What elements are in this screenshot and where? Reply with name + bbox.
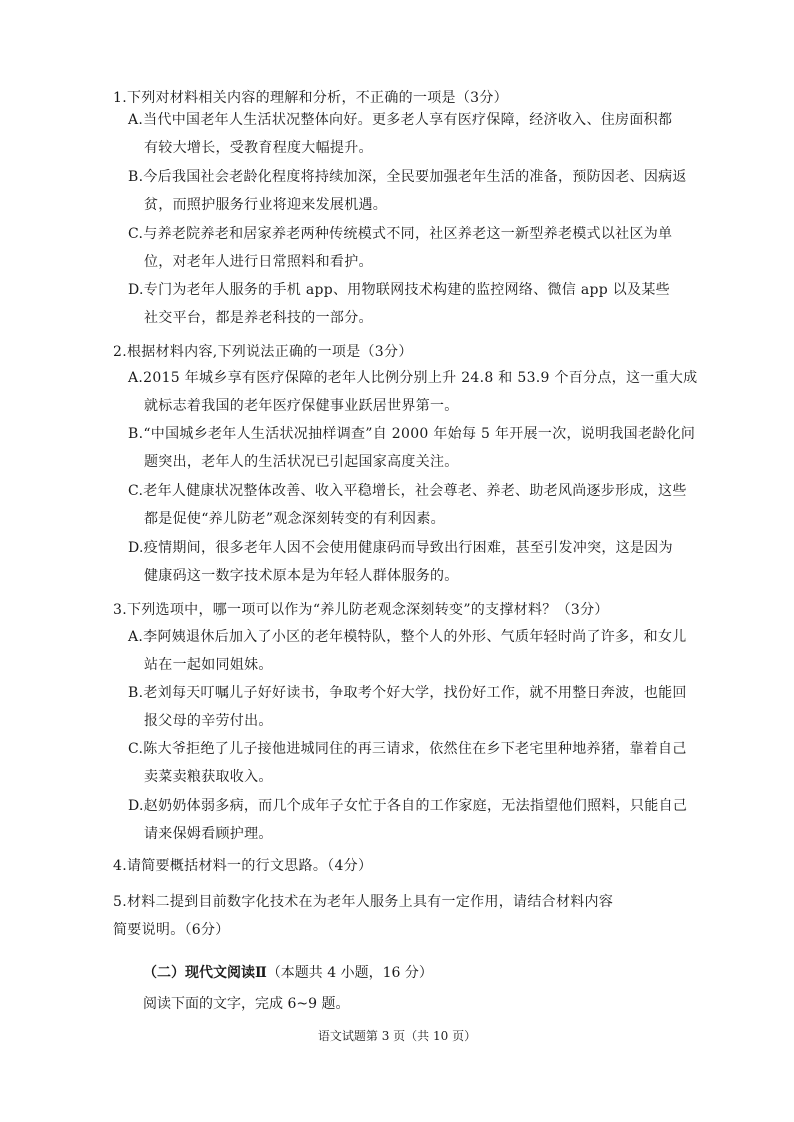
option-line: D.疫情期间，很多老年人因不会使用健康码而导致出行困难，甚至引发冲突，这是因为 [128,540,673,556]
option-line-continued: 题突出，老年人的生活状况已引起国家高度关注。 [144,454,459,470]
question-stem: 2.根据材料内容,下列说法正确的一项是（3分） [113,344,413,360]
option-line-continued: 报父母的辛劳付出。 [144,713,273,729]
option-line: B.“中国城乡老年人生活状况抽样调查”自 2000 年始每 5 年开展一次，说明我国老龄化问 [128,426,696,442]
option-line-continued: 贫，而照护服务行业将迎来发展机遇。 [144,197,388,213]
question-stem: 4.请简要概括材料一的行文思路。（4分） [113,858,373,874]
option-line: A.当代中国老年人生活状况整体向好。更多老人享有医疗保障，经济收入、住房面积都 [128,112,673,128]
option-line: D.赵奶奶体弱多病，而几个成年子女忙于各自的工作家庭，无法指望他们照料，只能自己 [128,798,688,814]
question-stem-continued: 简要说明。（6分） [113,922,230,938]
section-intro: 阅读下面的文字，完成 6~9 题。 [143,996,350,1012]
option-line-continued: 有较大增长，受教育程度大幅提升。 [144,140,373,156]
option-line: C.陈大爷拒绝了儿子接他进城同住的再三请求，依然住在乡下老宅里种地养猪，靠着自己 [128,741,687,757]
section-title: （二）现代文阅读Ⅱ [143,965,267,981]
option-line: B.今后我国社会老龄化程度将持续加深，全民要加强老年生活的准备，预防因老、因病返 [128,169,687,185]
question-stem: 5.材料二提到目前数字化技术在为老年人服务上具有一定作用，请结合材料内容 [113,894,614,910]
option-line-continued: 社交平台，都是养老科技的一部分。 [144,310,373,326]
question-stem: 1.下列对材料相关内容的理解和分析，不正确的一项是（3分） [113,90,508,106]
option-line-continued: 就标志着我国的老年医疗保健事业跃居世界第一。 [144,398,459,414]
page-footer: 语文试题第 3 页（共 10 页） [317,1029,477,1043]
section-note: （本题共 4 小题，16 分） [266,965,433,981]
option-line-continued: 都是促使“养儿防老”观念深刻转变的有利因素。 [144,511,445,527]
option-line: B.老刘每天叮嘱儿子好好读书，争取考个好大学，找份好工作，就不用整日奔波，也能回 [128,685,687,701]
question-stem: 3.下列选项中，哪一项可以作为“养儿防老观念深刻转变”的支撑材料？（3分） [113,602,609,618]
option-line-continued: 位，对老年人进行日常照料和看护。 [144,254,373,270]
section-heading [143,963,433,983]
option-line-continued: 请来保姆看顾护理。 [144,826,273,842]
option-line-continued: 健康码这一数字技术原本是为年轻人群体服务的。 [144,568,459,584]
option-line: D.专门为老年人服务的手机 app、用物联网技术构建的监控网络、微信 app 以及某些 [128,282,670,298]
option-line-continued: 站在一起如同姐妹。 [144,657,273,673]
option-line: C.老年人健康状况整体改善、收入平稳增长，社会尊老、养老、助老风尚逐步形成，这些 [128,483,687,499]
option-line: A.2015 年城乡享有医疗保障的老年人比例分别上升 24.8 和 53.9 个百分点，这一重大成 [128,370,698,386]
option-line: A.李阿姨退休后加入了小区的老年模特队，整个人的外形、气质年轻时尚了许多，和女儿 [128,629,687,645]
option-line: C.与养老院养老和居家养老两种传统模式不同，社区养老这一新型养老模式以社区为单 [128,226,673,242]
option-line-continued: 卖菜卖粮获取收入。 [144,769,273,785]
